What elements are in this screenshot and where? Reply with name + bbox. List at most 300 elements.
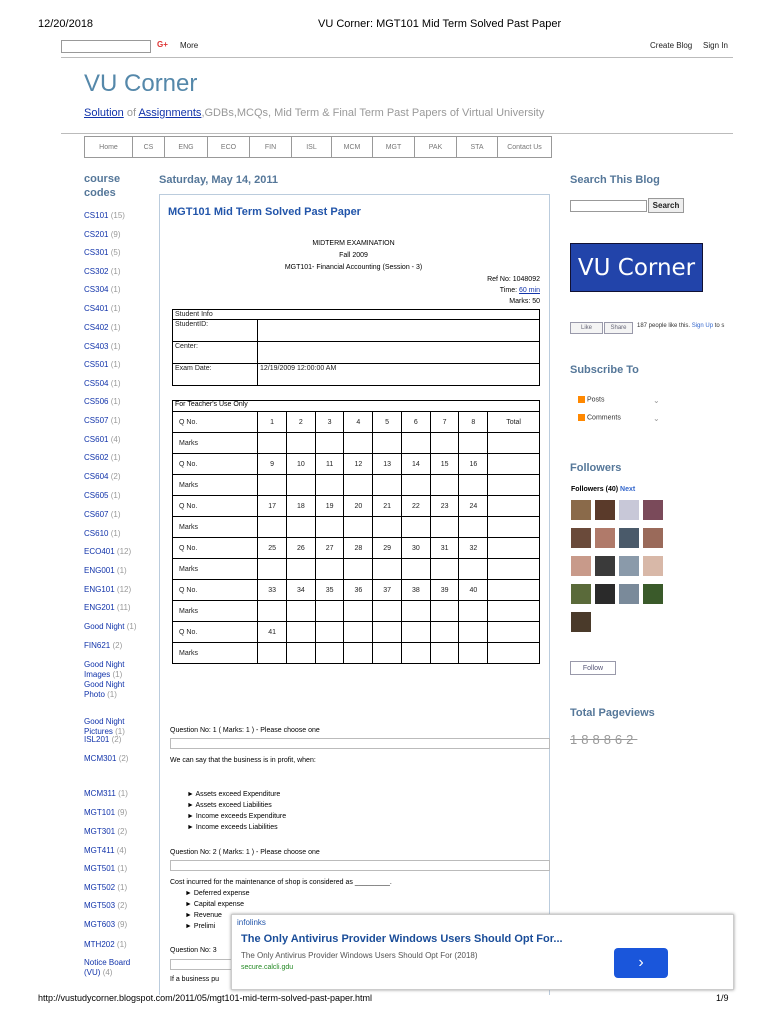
sidebar-item-count: (4) — [102, 968, 113, 977]
tab-mcm[interactable]: MCM — [332, 136, 373, 158]
sidebar-item[interactable] — [84, 510, 146, 520]
sidebar-item[interactable] — [84, 360, 146, 370]
sidebar-item[interactable] — [84, 472, 146, 482]
table-cell: 14 — [401, 454, 430, 475]
sidebar-item[interactable] — [84, 808, 146, 818]
option-item: ► Assets exceed Expenditure — [187, 791, 281, 798]
sidebar-item-label[interactable]: CS604 — [84, 472, 109, 481]
sidebar-item-label[interactable]: MGT603 — [84, 920, 116, 929]
tab-contact-us[interactable]: Contact Us — [498, 136, 552, 158]
header-divider-2 — [61, 133, 733, 134]
sidebar-item-count: (1) — [112, 670, 123, 679]
print-title: VU Corner: MGT101 Mid Term Solved Past Paper — [318, 18, 562, 30]
sidebar-item-label[interactable]: CS501 — [84, 360, 109, 369]
table-cell — [344, 601, 373, 622]
sidebar-item[interactable] — [84, 342, 146, 352]
sidebar-item-count: (12) — [116, 585, 132, 594]
exam-date-value: 12/19/2009 12:00:00 AM — [258, 364, 540, 386]
table-cell: 26 — [286, 538, 315, 559]
table-cell: 1 — [258, 412, 287, 433]
table-cell — [286, 601, 315, 622]
table-row — [173, 601, 540, 622]
follower-avatar[interactable] — [643, 500, 663, 520]
follower-avatar[interactable] — [595, 500, 615, 520]
center-value — [258, 342, 540, 364]
sidebar-item-count: (9) — [110, 230, 121, 239]
sidebar-item[interactable] — [84, 680, 146, 700]
sign-up-link[interactable]: Sign Up — [691, 323, 714, 329]
table-cell: 7 — [430, 412, 459, 433]
table-cell — [258, 643, 287, 664]
q1-header: Question No: 1 ( Marks: 1 ) - Please choose one — [170, 727, 320, 734]
time-link[interactable]: 60 min — [518, 287, 540, 294]
follower-avatar[interactable] — [571, 528, 591, 548]
sidebar-item-label[interactable]: ENG201 — [84, 603, 115, 612]
table-cell: 41 — [258, 622, 287, 643]
table-cell: 40 — [459, 580, 488, 601]
navbar-more-link[interactable]: More — [180, 41, 199, 50]
sidebar-item-label[interactable]: CS401 — [84, 304, 109, 313]
sidebar-item-count: (9) — [117, 808, 128, 817]
sidebar-item-label[interactable]: CS506 — [84, 397, 109, 406]
sidebar-item[interactable] — [84, 622, 146, 632]
sidebar-item[interactable] — [84, 435, 146, 445]
sidebar-item-label[interactable]: ECO401 — [84, 547, 115, 556]
table-cell — [401, 433, 430, 454]
comments-label: Comments — [587, 414, 621, 422]
assignments-link[interactable]: Assignments — [138, 107, 202, 119]
table-cell: 24 — [459, 496, 488, 517]
sidebar-item-count: (15) — [110, 211, 125, 220]
sidebar-item-label[interactable]: ENG001 — [84, 566, 115, 575]
tab-cs[interactable]: CS — [133, 136, 165, 158]
sidebar-item-label[interactable]: CS403 — [84, 342, 109, 351]
table-cell: Q No. — [173, 580, 258, 601]
follower-avatar[interactable] — [619, 528, 639, 548]
sidebar-item-label[interactable]: MGT101 — [84, 808, 116, 817]
table-cell: 9 — [258, 454, 287, 475]
q2-header: Question No: 2 ( Marks: 1 ) - Please choose one — [170, 849, 320, 856]
sidebar-item[interactable] — [84, 248, 146, 258]
rss-icon — [578, 414, 585, 421]
navbar-search-input[interactable] — [61, 40, 151, 53]
sidebar-item[interactable] — [84, 958, 146, 978]
sidebar-item[interactable] — [84, 864, 146, 874]
sidebar-item-label[interactable]: CS201 — [84, 230, 109, 239]
sidebar-item[interactable] — [84, 846, 146, 856]
sidebar-item-count: (4) — [110, 435, 121, 444]
table-cell: 8 — [459, 412, 488, 433]
sidebar-item-label[interactable]: MCM311 — [84, 789, 116, 798]
table-row — [173, 496, 540, 517]
ad-arrow-button[interactable]: › — [614, 948, 668, 978]
sidebar-item[interactable] — [84, 529, 146, 539]
print-date: 12/20/2018 — [38, 18, 94, 30]
posts-feed[interactable] — [578, 396, 605, 403]
table-cell — [315, 475, 344, 496]
sidebar-item-label[interactable]: FIN621 — [84, 641, 111, 650]
table-cell: 4 — [344, 412, 373, 433]
sidebar-item[interactable] — [84, 379, 146, 389]
solution-link[interactable]: Solution — [84, 107, 124, 119]
table-cell — [401, 475, 430, 496]
table-cell — [286, 559, 315, 580]
table-row — [173, 475, 540, 496]
sidebar-item-count: (1) — [110, 379, 121, 388]
posts-label: Posts — [587, 396, 605, 404]
follower-avatar[interactable] — [619, 584, 639, 604]
table-cell: 11 — [315, 454, 344, 475]
option-item: ► Revenue — [185, 912, 222, 919]
sidebar-item-count: (12) — [116, 547, 132, 556]
table-cell — [344, 559, 373, 580]
table-row — [173, 580, 540, 601]
table-cell — [459, 622, 488, 643]
table-cell — [315, 559, 344, 580]
sidebar-item-label[interactable]: CS607 — [84, 510, 109, 519]
like-info — [637, 323, 724, 329]
print-url: http://vustudycorner.blogspot.com/2011/05/mgt101-mid-term-solved-past-paper.html — [38, 993, 372, 1003]
sign-in-link[interactable]: Sign In — [703, 41, 728, 50]
option-item: ► Capital expense — [185, 901, 245, 908]
followers-next-link[interactable]: Next — [620, 486, 636, 493]
table-cell — [286, 433, 315, 454]
create-blog-link[interactable]: Create Blog — [650, 41, 693, 50]
sidebar-item-count: (1) — [116, 940, 127, 949]
table-cell: 15 — [430, 454, 459, 475]
sidebar-item-label[interactable]: ISL201 — [84, 735, 110, 744]
table-cell — [258, 559, 287, 580]
table-cell: 32 — [459, 538, 488, 559]
table-cell — [488, 433, 540, 454]
tab-pak[interactable]: PAK — [415, 136, 457, 158]
followers-count-text: Followers (40) — [571, 486, 621, 493]
table-cell — [258, 517, 287, 538]
sidebar-item[interactable] — [84, 901, 146, 911]
sidebar-item-label[interactable]: CS507 — [84, 416, 109, 425]
sidebar-item-count: (1) — [110, 342, 121, 351]
student-id-label: StudentID: — [173, 320, 258, 342]
sidebar-item-label[interactable]: CS602 — [84, 453, 109, 462]
share-button[interactable]: Share — [604, 322, 633, 334]
follower-avatar[interactable] — [643, 556, 663, 576]
sidebar-item-count: (1) — [110, 491, 121, 500]
sidebar-item[interactable] — [84, 754, 146, 764]
google-plus-icon[interactable]: G+ — [157, 40, 168, 49]
tab-isl[interactable]: ISL — [292, 136, 332, 158]
desc-of: of — [123, 107, 139, 119]
sidebar-item-label[interactable]: MCM301 — [84, 754, 117, 763]
sidebar-item[interactable] — [84, 453, 146, 463]
tab-eco[interactable]: ECO — [208, 136, 250, 158]
exam-marks: Marks: 50 — [509, 298, 540, 305]
table-cell — [459, 517, 488, 538]
comments-feed[interactable] — [578, 414, 621, 421]
sidebar-item-label[interactable]: ENG101 — [84, 585, 115, 594]
follower-avatar[interactable] — [571, 612, 591, 632]
table-cell — [315, 433, 344, 454]
table-cell — [430, 475, 459, 496]
sidebar-item-label[interactable]: MGT503 — [84, 901, 116, 910]
table-cell: 29 — [373, 538, 402, 559]
table-cell — [373, 643, 402, 664]
sidebar-item-count: (1) — [126, 622, 137, 631]
sidebar-item[interactable] — [84, 211, 146, 221]
sidebar-item-label[interactable]: Good Night Photo — [84, 680, 125, 699]
sidebar-item[interactable] — [84, 285, 146, 295]
search-button[interactable]: Search — [648, 198, 684, 213]
sidebar-item-label[interactable]: CS302 — [84, 267, 109, 276]
follower-avatar[interactable] — [619, 500, 639, 520]
tab-eng[interactable]: ENG — [165, 136, 208, 158]
table-cell — [373, 622, 402, 643]
sidebar-item-label[interactable]: CS402 — [84, 323, 109, 332]
table-cell: 2 — [286, 412, 315, 433]
sidebar-item-label[interactable]: CS610 — [84, 529, 109, 538]
table-row — [173, 433, 540, 454]
blog-description — [84, 107, 544, 119]
search-heading: Search This Blog — [570, 174, 660, 186]
table-cell — [344, 622, 373, 643]
sidebar-item-label[interactable]: CS301 — [84, 248, 109, 257]
tab-home[interactable]: Home — [85, 136, 133, 158]
sidebar-item[interactable] — [84, 323, 146, 333]
table-cell: Marks — [173, 559, 258, 580]
sidebar-item[interactable] — [84, 267, 146, 277]
ad-body: The Only Antivirus Provider Windows Users Should Opt For (2018) — [241, 951, 478, 960]
ad-headline[interactable]: The Only Antivirus Provider Windows Users Should Opt For... — [241, 933, 563, 945]
table-cell — [373, 601, 402, 622]
option-item: ► Deferred expense — [185, 890, 250, 897]
table-cell: Total — [488, 412, 540, 433]
table-cell — [488, 496, 540, 517]
tab-sta[interactable]: STA — [457, 136, 498, 158]
sidebar-item-count: (1) — [110, 323, 121, 332]
sidebar-item-label[interactable]: CS101 — [84, 211, 109, 220]
sidebar-item-count: (5) — [110, 248, 121, 257]
sidebar-item-label[interactable]: CS304 — [84, 285, 109, 294]
sidebar-item-label[interactable]: Notice Board (VU) — [84, 958, 131, 977]
sidebar-item-count: (2) — [111, 735, 122, 744]
table-row — [173, 454, 540, 475]
table-cell: 23 — [430, 496, 459, 517]
sidebar-item-count: (1) — [110, 416, 121, 425]
tab-fin[interactable]: FIN — [250, 136, 292, 158]
table-cell: 28 — [344, 538, 373, 559]
sidebar-item-label[interactable]: Good Night — [84, 622, 125, 631]
table-cell: 10 — [286, 454, 315, 475]
sidebar-item-count: (2) — [110, 472, 121, 481]
table-row — [173, 559, 540, 580]
nav-tabs — [84, 136, 552, 158]
follower-avatar[interactable] — [571, 556, 591, 576]
q3-text: If a business pu — [170, 976, 220, 983]
table-cell: 6 — [401, 412, 430, 433]
table-row — [173, 538, 540, 559]
post-date: Saturday, May 14, 2011 — [159, 174, 279, 186]
sidebar-item-label[interactable]: CS504 — [84, 379, 109, 388]
sidebar-item[interactable] — [84, 304, 146, 314]
table-cell — [401, 517, 430, 538]
sidebar-item-count: (1) — [110, 453, 121, 462]
follower-avatar[interactable] — [571, 500, 591, 520]
q2-answer-box[interactable] — [170, 860, 550, 871]
follower-avatar[interactable] — [595, 584, 615, 604]
table-cell — [258, 475, 287, 496]
sidebar-item-label[interactable]: MGT411 — [84, 846, 115, 855]
table-cell — [373, 517, 402, 538]
option-item: ► Income exceeds Expenditure — [187, 813, 287, 820]
sidebar-item-label[interactable]: CS605 — [84, 491, 109, 500]
sidebar-item-label[interactable]: MTH202 — [84, 940, 115, 949]
sidebar-item[interactable] — [84, 735, 146, 745]
table-cell: 22 — [401, 496, 430, 517]
sidebar-item[interactable] — [84, 641, 146, 651]
sidebar-item[interactable] — [84, 660, 146, 680]
table-cell — [344, 433, 373, 454]
q3-answer-box[interactable] — [170, 959, 232, 970]
sidebar-item-count: (9) — [117, 920, 128, 929]
exam-title: MIDTERM EXAMINATION — [312, 240, 395, 247]
table-cell: Q No. — [173, 412, 258, 433]
table-cell: Q No. — [173, 622, 258, 643]
sidebar-item[interactable] — [84, 230, 146, 240]
table-cell: Marks — [173, 517, 258, 538]
student-info-label: Student Info — [173, 310, 540, 320]
table-cell: 17 — [258, 496, 287, 517]
sidebar-item-count: (2) — [112, 641, 123, 650]
sidebar-item[interactable] — [84, 717, 146, 737]
time-label: Time: — [499, 287, 519, 294]
table-cell: 36 — [344, 580, 373, 601]
marks-grid — [172, 400, 540, 664]
sidebar-item-count: (2) — [117, 827, 128, 836]
sidebar-item-count: (1) — [110, 529, 121, 538]
sidebar-item[interactable] — [84, 397, 146, 407]
table-row — [173, 643, 540, 664]
sidebar-item-label[interactable]: CS601 — [84, 435, 109, 444]
follower-avatar[interactable] — [595, 528, 615, 548]
table-cell — [459, 559, 488, 580]
vu-corner-logo[interactable]: VU Corner — [570, 243, 703, 292]
sidebar-item-label[interactable]: Good Night Pictures — [84, 717, 125, 736]
sidebar-item[interactable] — [84, 920, 146, 930]
table-cell: 38 — [401, 580, 430, 601]
table-cell: 30 — [401, 538, 430, 559]
sidebar-item[interactable] — [84, 940, 146, 950]
table-cell: Marks — [173, 643, 258, 664]
follower-avatar[interactable] — [643, 584, 663, 604]
ad-url[interactable]: secure.calcli.gdu — [241, 964, 294, 971]
table-cell — [430, 433, 459, 454]
table-cell: 20 — [344, 496, 373, 517]
table-cell — [401, 643, 430, 664]
table-cell — [459, 601, 488, 622]
table-cell — [286, 475, 315, 496]
table-cell: 12 — [344, 454, 373, 475]
table-cell — [430, 622, 459, 643]
sidebar-item-label[interactable]: MGT502 — [84, 883, 116, 892]
table-cell — [459, 643, 488, 664]
table-cell: 16 — [459, 454, 488, 475]
sidebar-item-count: (1) — [110, 510, 121, 519]
sidebar-item[interactable] — [84, 603, 146, 613]
center-label: Center: — [173, 342, 258, 364]
chevron-down-icon[interactable]: ⌄ — [653, 396, 660, 405]
table-cell: 39 — [430, 580, 459, 601]
sidebar-item[interactable] — [84, 827, 146, 837]
table-cell: Q No. — [173, 496, 258, 517]
option-item: ► Assets exceed Liabilities — [187, 802, 272, 809]
table-cell — [286, 643, 315, 664]
table-cell: 35 — [315, 580, 344, 601]
table-cell: Marks — [173, 475, 258, 496]
table-cell — [488, 559, 540, 580]
chevron-down-icon[interactable]: ⌄ — [653, 414, 660, 423]
followers-count — [571, 486, 635, 493]
q1-text: We can say that the business is in profit, when: — [170, 757, 316, 764]
table-cell — [488, 454, 540, 475]
table-cell — [315, 517, 344, 538]
course-codes-heading: course codes — [84, 173, 121, 199]
sidebar-item-count: (1) — [117, 883, 128, 892]
follower-avatar[interactable] — [571, 584, 591, 604]
follower-avatar[interactable] — [643, 528, 663, 548]
print-page: 1/9 — [716, 993, 729, 1003]
sidebar-item[interactable] — [84, 547, 146, 557]
like-tail: to s — [713, 323, 725, 329]
table-cell — [488, 475, 540, 496]
table-cell: 37 — [373, 580, 402, 601]
sidebar-item[interactable] — [84, 883, 146, 893]
sidebar-item-label[interactable]: Good Night Images — [84, 660, 125, 679]
blog-title[interactable]: VU Corner — [84, 70, 198, 97]
table-cell: 3 — [315, 412, 344, 433]
follower-avatar[interactable] — [619, 556, 639, 576]
follow-button[interactable]: Follow — [570, 661, 616, 675]
sidebar-item-count: (1) — [117, 864, 128, 873]
tab-mgt[interactable]: MGT — [373, 136, 415, 158]
blog-search-input[interactable] — [570, 200, 647, 212]
table-cell — [344, 643, 373, 664]
post-title[interactable]: MGT101 Mid Term Solved Past Paper — [168, 206, 361, 218]
q3-header: Question No: 3 — [170, 947, 217, 954]
ad-tag: infolinks — [237, 918, 266, 927]
sidebar-item-count: (11) — [116, 603, 131, 612]
sidebar-item[interactable] — [84, 585, 146, 595]
sidebar-item-label[interactable]: MGT501 — [84, 864, 116, 873]
table-cell — [286, 517, 315, 538]
table-cell: Q No. — [173, 538, 258, 559]
table-cell — [258, 601, 287, 622]
sidebar-item[interactable] — [84, 789, 146, 799]
like-button[interactable]: Like — [570, 322, 603, 334]
table-cell — [488, 580, 540, 601]
sidebar-item-count: (1) — [110, 267, 121, 276]
sidebar-item[interactable] — [84, 566, 146, 576]
sidebar-item[interactable] — [84, 416, 146, 426]
sidebar-item-label[interactable]: MGT301 — [84, 827, 116, 836]
table-cell: 27 — [315, 538, 344, 559]
follower-avatar[interactable] — [595, 556, 615, 576]
sidebar-item[interactable] — [84, 491, 146, 501]
table-cell — [488, 643, 540, 664]
sidebar-item-count: (1) — [115, 727, 125, 736]
table-cell — [373, 475, 402, 496]
table-cell — [488, 622, 540, 643]
table-cell: 5 — [373, 412, 402, 433]
q1-answer-box[interactable] — [170, 738, 550, 749]
